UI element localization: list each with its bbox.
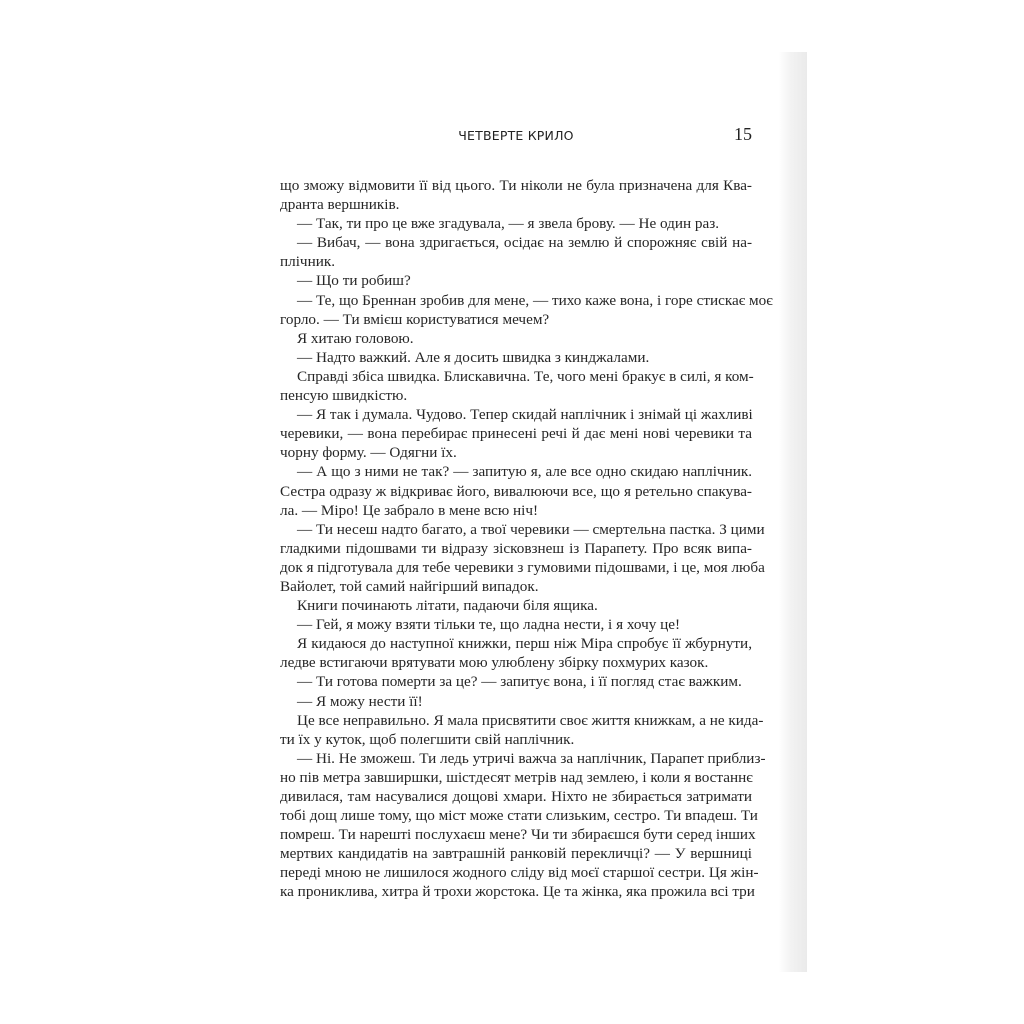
- page-edge-shadow: [779, 52, 807, 972]
- text-line: Я хитаю головою.: [297, 329, 414, 347]
- text-line: мертвих кандидатів на завтрашній ранковій перекличці? — У вершниці: [280, 845, 752, 863]
- text-line: Це все неправильно. Я мала присвятити своє життя книжкам, а не кида-: [297, 711, 764, 729]
- text-line: гладкими підошвами ти відразу зісковзнеш із Парапету. Про всяк випа-: [280, 539, 752, 557]
- text-line: — Я так і думала. Чудово. Тепер скидай наплічник і знімай ці жахливі: [297, 406, 753, 424]
- text-line: — Що ти робиш?: [297, 272, 411, 290]
- text-line: плічник.: [280, 253, 335, 271]
- text-line: — Ти готова померти за це? — запитує вона, і її погляд стає важким.: [297, 673, 742, 691]
- page-number: 15: [734, 124, 752, 144]
- running-title: ЧЕТВЕРТЕ КРИЛО: [458, 128, 574, 143]
- text-line: тобі дощ лише тому, що міст може стати слизьким, сестро. Ти впадеш. Ти: [280, 807, 758, 825]
- text-line: ла. — Міро! Це забрало в мене всю ніч!: [280, 501, 539, 519]
- text-line: ледве встигаючи врятувати мою улюблену збірку похмурих казок.: [280, 654, 709, 672]
- text-line: — А що з ними не так? — запитую я, але все одно скидаю наплічник.: [297, 463, 752, 481]
- text-line: — Ні. Не зможеш. Ти ледь утричі важча за наплічник, Парапет приблиз-: [297, 749, 766, 767]
- text-line: дранта вершників.: [280, 196, 400, 214]
- text-line: чорну форму. — Одягни їх.: [280, 444, 457, 462]
- text-line: Справді збіса швидка. Блискавична. Те, чого мені бракує в силі, я ком-: [297, 367, 754, 385]
- text-line: ка прониклива, хитра й трохи жорстока. Це та жінка, яка прожила всі три: [280, 883, 755, 901]
- text-line: но пів метра завширшки, шістдесят метрів над землею, і коли я востаннє: [280, 768, 753, 786]
- text-line: Книги починають літати, падаючи біля ящика.: [297, 597, 598, 615]
- text-line: — Так, ти про це вже згадувала, — я звела брову. — Не один раз.: [297, 215, 720, 233]
- text-line: дивилася, там насувалися дощові хмари. Ніхто не збирається затримати: [280, 788, 752, 805]
- text-line: горло. — Ти вмієш користуватися мечем?: [280, 310, 550, 328]
- text-line: помреш. Ти нарешті послухаєш мене? Чи ти збираєшся бути серед інших: [280, 826, 756, 844]
- text-line: ти їх у куток, щоб полегшити свій наплічник.: [280, 730, 575, 748]
- running-header: [280, 124, 752, 148]
- text-line: що зможу відмовити її від цього. Ти ніколи не була призначена для Ква-: [280, 177, 752, 194]
- text-line: — Те, що Бреннан зробив для мене, — тихо каже вона, і горе стискає моє: [297, 291, 773, 309]
- text-line: Вайолет, той самий найгірший випадок.: [280, 577, 539, 595]
- text-line: черевики, — вона перебирає принесені речі й дає мені нові черевики та: [280, 425, 752, 443]
- text-line: Я кидаюся до наступної книжки, перш ніж Міра спробує її жбурнути,: [297, 635, 752, 653]
- text-line: — Надто важкий. Але я досить швидка з кинджалами.: [297, 348, 650, 366]
- text-line: Сестра одразу ж відкриває його, вивалюючи все, що я ретельно спакува-: [280, 482, 752, 500]
- text-line: — Вибач, — вона здригається, осідає на землю й спорожняє свій на-: [297, 234, 752, 252]
- text-line: пенсую швидкістю.: [280, 387, 408, 405]
- page-body-text: [280, 176, 773, 902]
- text-line: — Я можу нести її!: [297, 692, 423, 710]
- text-line: — Ти несеш надто багато, а твої черевики — смертельна пастка. З цими: [297, 520, 765, 538]
- text-line: переді мною не лишилося жодного сліду від моєї старшої сестри. Ця жін-: [280, 864, 759, 882]
- text-line: — Гей, я можу взяти тільки те, що ладна нести, і я хочу це!: [297, 616, 681, 634]
- text-line: док я підготувала для тебе черевики з гумовими підошвами, і це, моя люба: [280, 558, 765, 576]
